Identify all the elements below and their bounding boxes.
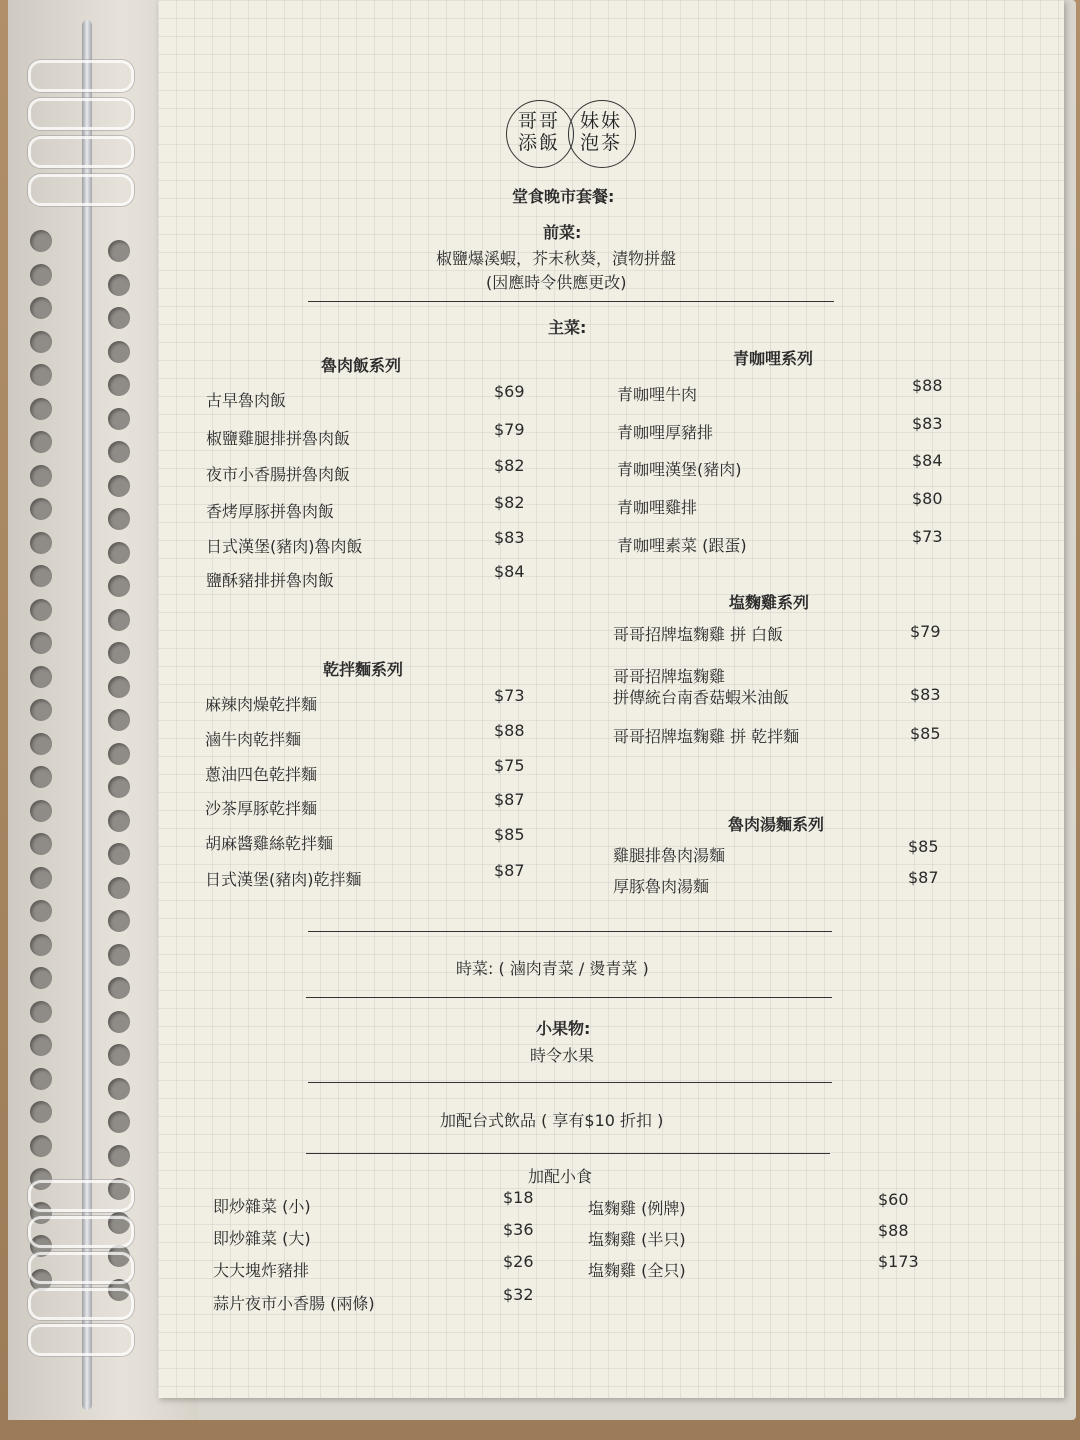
menu-item-price: $173 [878,1252,919,1271]
menu-item-price: $18 [503,1188,534,1207]
drinks-addon: 加配台式飲品 ( 享有$10 折扣 ) [440,1111,664,1130]
section-heading-green-curry: 青咖哩系列 [733,349,814,368]
menu-item-price: $80 [912,489,943,508]
binder-sleeve [8,0,1076,1420]
logo-text-left: 哥哥 添飯 [517,110,560,154]
punch-hole [30,297,52,319]
section-heading-dry-noodles: 乾拌麵系列 [323,660,404,679]
punch-hole [30,666,52,688]
punch-hole [108,1011,130,1033]
menu-item-price: $79 [494,420,525,439]
divider [306,997,832,998]
punch-hole [30,230,52,252]
punch-hole [108,374,130,396]
menu-item-name: 即炒雜菜 (小) [213,1197,311,1216]
menu-item-price: $85 [908,837,939,856]
menu-item-name: 青咖哩素菜 (跟蛋) [617,536,747,555]
menu-item-name: 鹽酥豬排拼魯肉飯 [206,571,335,590]
menu-item-price: $85 [494,825,525,844]
menu-item-name: 胡麻醬雞絲乾拌麵 [205,834,334,853]
menu-item-price: $69 [494,382,525,401]
seasonal-vegetables: 時菜: ( 滷肉青菜 / 燙青菜 ) [456,959,649,978]
divider [308,301,834,302]
menu-item-price: $36 [503,1220,534,1239]
appetizer-heading: 前菜: [543,223,582,242]
menu-item-name: 塩麴雞 (半只) [588,1230,686,1249]
punch-hole [108,1078,130,1100]
menu-item-name: 青咖哩厚豬排 [617,423,714,442]
menu-item-name: 麻辣肉燥乾拌麵 [205,695,318,714]
menu-item-price: $84 [912,451,943,470]
punch-hole [30,1101,52,1123]
punch-hole [108,944,130,966]
menu-item-name: 日式漢堡(豬肉)魯肉飯 [206,537,363,556]
divider [308,931,832,932]
punch-hole [108,307,130,329]
punch-hole [30,498,52,520]
menu-item-name: 香烤厚豚拼魯肉飯 [206,502,335,521]
menu-item-price: $73 [494,686,525,705]
menu-item-name: 塩麴雞 (全只) [588,1261,686,1280]
punch-hole [108,575,130,597]
binder-ring [28,60,134,92]
punch-hole [30,532,52,554]
binder-ring [28,1324,134,1356]
menu-item-name-line2: 拼傳統台南香菇蝦米油飯 [613,688,790,707]
punch-hole [108,743,130,765]
menu-item-price: $87 [494,861,525,880]
menu-item-name: 即炒雜菜 (大) [213,1229,311,1248]
logo-text-right: 妹妹 泡茶 [579,110,622,154]
menu-item-price: $83 [494,528,525,547]
binder-ring [28,136,134,168]
menu-item-name: 哥哥招牌塩麴雞 拼 乾拌麵 [613,727,800,746]
menu-item-name: 青咖哩雞排 [617,498,698,517]
punch-hole [30,699,52,721]
menu-item-price: $60 [878,1190,909,1209]
divider [306,1153,830,1154]
punch-hole [30,465,52,487]
menu-item-name: 雞腿排魯肉湯麵 [613,846,726,865]
punch-hole [30,364,52,386]
binder-ring [28,1288,134,1320]
punch-hole [30,1034,52,1056]
punch-hole [108,542,130,564]
punch-holes [30,230,150,1330]
punch-hole [108,776,130,798]
menu-item-name: 日式漢堡(豬肉)乾拌麵 [205,870,362,889]
menu-item-name: 哥哥招牌塩麴雞 [613,667,726,686]
punch-hole [30,800,52,822]
binder-ring [28,1252,134,1284]
menu-item-name: 大大塊炸豬排 [213,1261,310,1280]
section-heading-koji-chicken: 塩麴雞系列 [729,593,810,612]
punch-hole [108,843,130,865]
punch-hole [108,877,130,899]
menu-item-price: $75 [494,756,525,775]
binder-ring [28,174,134,206]
punch-hole [30,264,52,286]
binder-ring [28,1216,134,1248]
punch-hole [108,274,130,296]
menu-item-name: 蒜片夜市小香腸 (兩條) [213,1294,375,1313]
punch-hole [30,934,52,956]
punch-hole [30,398,52,420]
menu-item-name: 椒鹽雞腿排拼魯肉飯 [206,429,351,448]
divider [308,1082,832,1083]
fruit-heading: 小果物: [536,1019,591,1038]
punch-hole [108,508,130,530]
punch-hole [108,1111,130,1133]
punch-hole [108,475,130,497]
punch-hole [108,341,130,363]
menu-item-name: 青咖哩牛肉 [617,385,698,404]
menu-item-price: $26 [503,1252,534,1271]
menu-item-price: $82 [494,456,525,475]
punch-hole [30,632,52,654]
punch-hole [108,1145,130,1167]
punch-hole [30,331,52,353]
punch-hole [108,1044,130,1066]
menu-item-price: $88 [494,721,525,740]
punch-hole [30,599,52,621]
menu-item-price: $79 [910,622,941,641]
punch-hole [108,977,130,999]
appetizer-note: (因應時令供應更改) [486,273,627,292]
binder-ring [28,1180,134,1212]
punch-hole [30,900,52,922]
menu-item-price: $73 [912,527,943,546]
menu-title: 堂食晚市套餐: [512,187,615,206]
punch-hole [108,240,130,262]
restaurant-logo [506,100,636,168]
menu-item-name: 哥哥招牌塩麴雞 拼 白飯 [613,625,784,644]
section-heading-pork-soup-noodles: 魯肉湯麵系列 [728,815,825,834]
menu-item-name: 蔥油四色乾拌麵 [205,765,318,784]
menu-item-price: $85 [910,724,941,743]
punch-hole [108,609,130,631]
menu-item-name: 厚豚魯肉湯麵 [613,877,710,896]
punch-hole [30,431,52,453]
main-course-heading: 主菜: [548,318,587,337]
menu-item-price: $84 [494,562,525,581]
punch-hole [108,910,130,932]
menu-item-name: 塩麴雞 (例牌) [588,1199,686,1218]
fruit-text: 時令水果 [530,1046,595,1065]
punch-hole [108,709,130,731]
punch-hole [30,967,52,989]
punch-hole [108,642,130,664]
punch-hole [30,565,52,587]
menu-item-name: 夜市小香腸拼魯肉飯 [206,465,351,484]
menu-item-name: 古早魯肉飯 [206,391,287,410]
punch-hole [108,810,130,832]
punch-hole [108,676,130,698]
punch-hole [30,1068,52,1090]
menu-item-name: 滷牛肉乾拌麵 [205,730,302,749]
menu-item-price: $83 [912,414,943,433]
menu-item-price: $32 [503,1285,534,1304]
punch-hole [30,867,52,889]
menu-item-price: $87 [908,868,939,887]
menu-item-name: 青咖哩漢堡(豬肉) [617,460,742,479]
punch-hole [108,441,130,463]
punch-hole [30,733,52,755]
menu-item-price: $88 [912,376,943,395]
punch-hole [108,408,130,430]
appetizer-line: 椒鹽爆溪蝦，芥末秋葵，漬物拼盤 [436,249,677,268]
menu-item-price: $87 [494,790,525,809]
punch-hole [30,1001,52,1023]
menu-page [158,0,1064,1398]
menu-item-price: $83 [910,685,941,704]
menu-item-price: $82 [494,493,525,512]
punch-hole [30,833,52,855]
punch-hole [30,766,52,788]
punch-hole [30,1135,52,1157]
menu-item-name: 沙茶厚豚乾拌麵 [205,799,318,818]
section-heading-braised-pork-rice: 魯肉飯系列 [321,356,402,375]
binder-ring [28,98,134,130]
menu-item-price: $88 [878,1221,909,1240]
snacks-heading: 加配小食 [528,1167,593,1186]
